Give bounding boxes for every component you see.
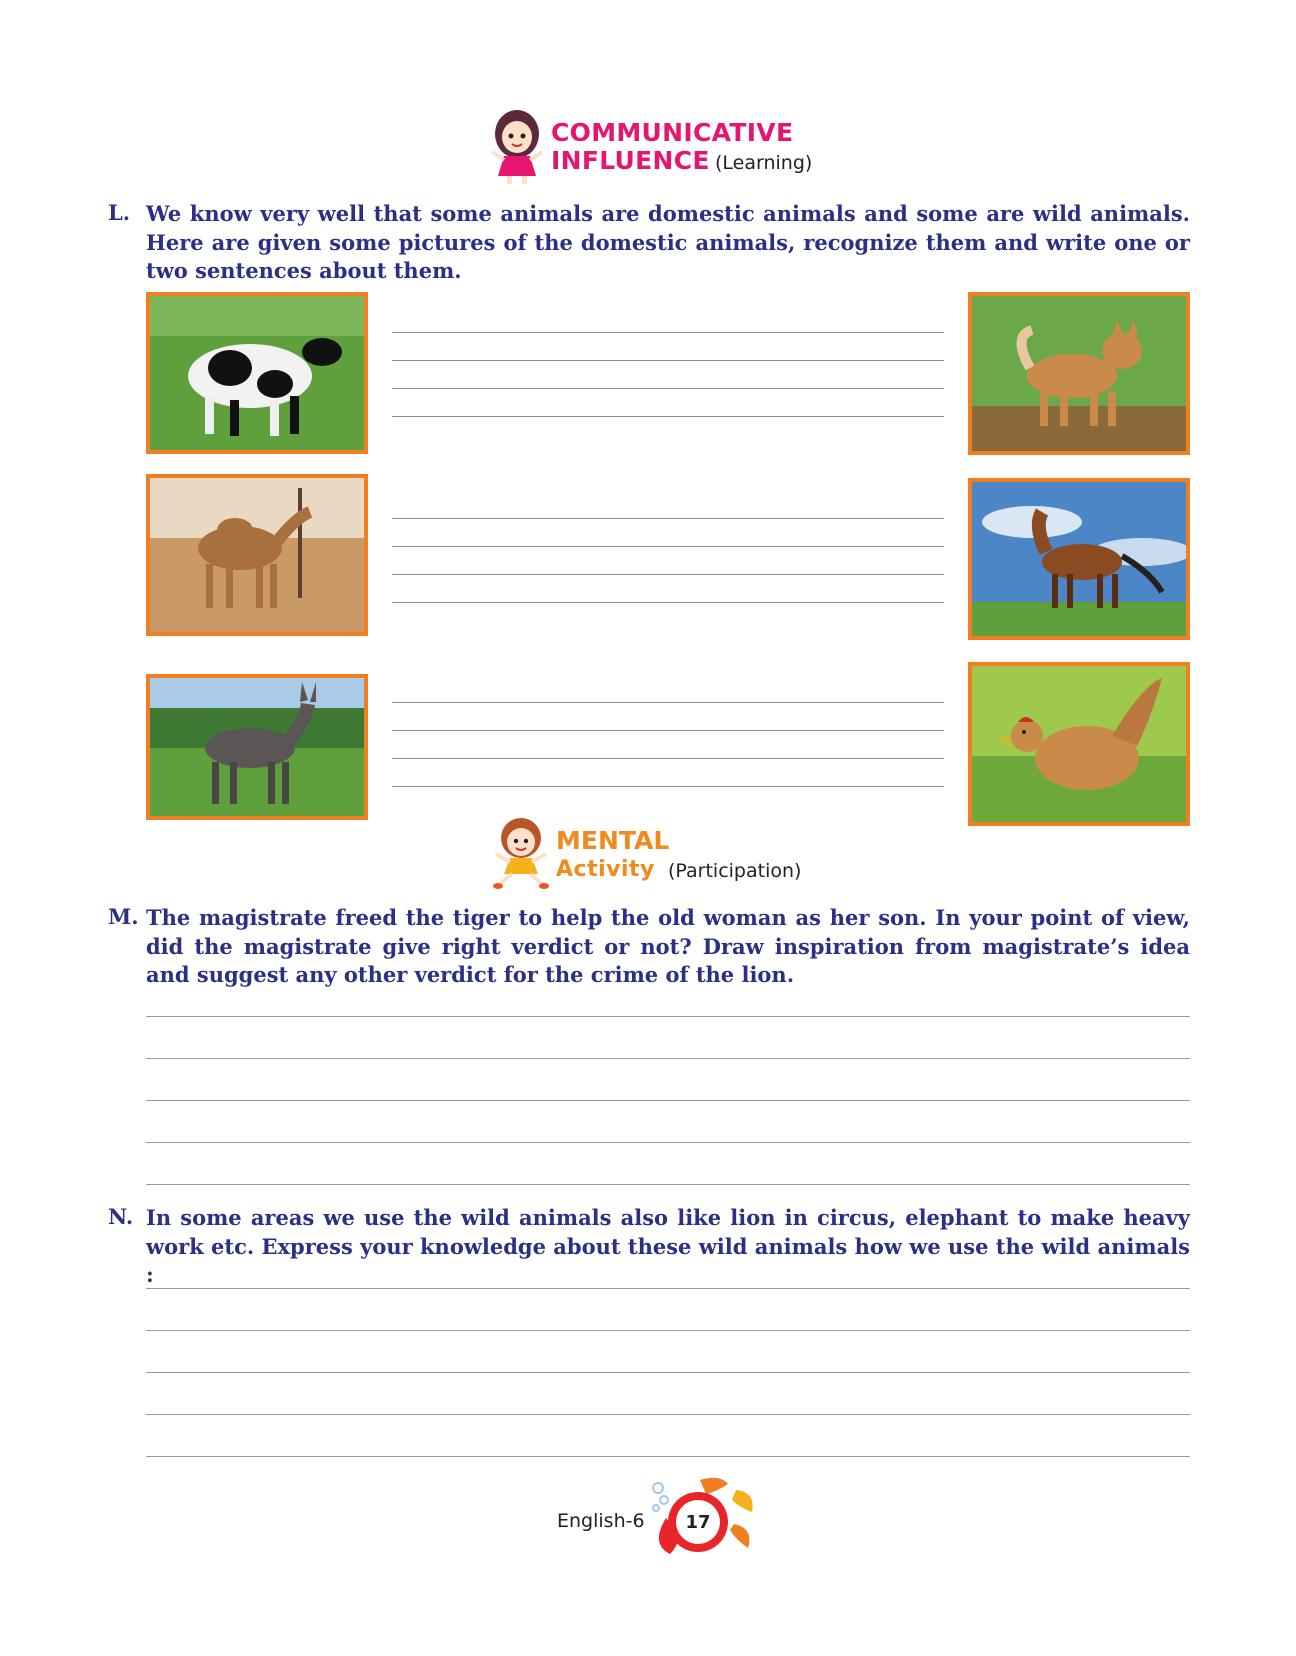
question-n-text: In some areas we use the wild animals also like lion in circus, elephant to make heavy work etc. Express your knowledge about these wild animals how we use the wild animals : <box>146 1205 1190 1287</box>
answer-line[interactable] <box>146 1058 1190 1059</box>
cow-illustration-icon <box>150 296 364 450</box>
dog-picture <box>968 292 1190 455</box>
answer-line[interactable] <box>146 1288 1190 1289</box>
write-line[interactable] <box>392 546 944 547</box>
hen-picture <box>968 662 1190 826</box>
answer-line[interactable] <box>146 1330 1190 1331</box>
write-line[interactable] <box>392 730 944 731</box>
book-label: English-6 <box>557 1510 645 1532</box>
answer-line[interactable] <box>146 1456 1190 1457</box>
write-line[interactable] <box>392 786 944 787</box>
donkey-picture <box>146 674 368 820</box>
answer-line[interactable] <box>146 1414 1190 1415</box>
answer-line[interactable] <box>146 1016 1190 1017</box>
answer-line[interactable] <box>146 1372 1190 1373</box>
camel-picture <box>146 474 368 636</box>
question-m-text: The magistrate freed the tiger to help the old woman as her son. In your point of view, did the magistrate give right verdict or not? Draw inspiration from magistrate’s idea and suggest any other verdict for the crime of the lion. <box>146 905 1190 987</box>
dog-illustration-icon <box>972 296 1186 451</box>
question-l-text: We know very well that some animals are domestic animals and some are wild animals. Here are given some pictures of the domestic animals, recognize them and write one or two sentences about them. <box>146 201 1190 283</box>
question-n-letter: N. <box>108 1204 134 1229</box>
write-line[interactable] <box>392 332 944 333</box>
answer-line[interactable] <box>146 1100 1190 1101</box>
answer-line[interactable] <box>146 1142 1190 1143</box>
write-line[interactable] <box>392 518 944 519</box>
camel-illustration-icon <box>150 478 364 632</box>
communicative-title-line2: INFLUENCE <box>551 146 710 175</box>
girl-mascot-icon <box>486 106 548 188</box>
answer-line[interactable] <box>146 1184 1190 1185</box>
communicative-title-line1: COMMUNICATIVE <box>551 118 794 147</box>
mental-title-line1: MENTAL <box>556 826 670 855</box>
page-number: 17 <box>685 1512 711 1533</box>
write-line[interactable] <box>392 702 944 703</box>
write-line[interactable] <box>392 758 944 759</box>
mental-title-line2: Activity <box>556 857 655 882</box>
hen-illustration-icon <box>972 666 1186 822</box>
write-line[interactable] <box>392 360 944 361</box>
communicative-subtitle: (Learning) <box>715 152 813 174</box>
write-line[interactable] <box>392 388 944 389</box>
donkey-illustration-icon <box>150 678 364 816</box>
write-line[interactable] <box>392 574 944 575</box>
mental-subtitle: (Participation) <box>668 860 802 882</box>
horse-picture <box>968 478 1190 640</box>
write-line[interactable] <box>392 416 944 417</box>
write-line[interactable] <box>392 602 944 603</box>
question-l-letter: L. <box>108 200 131 225</box>
cow-picture <box>146 292 368 454</box>
girl-activity-mascot-icon <box>490 814 552 890</box>
horse-illustration-icon <box>972 482 1186 636</box>
question-m-letter: M. <box>108 904 139 929</box>
